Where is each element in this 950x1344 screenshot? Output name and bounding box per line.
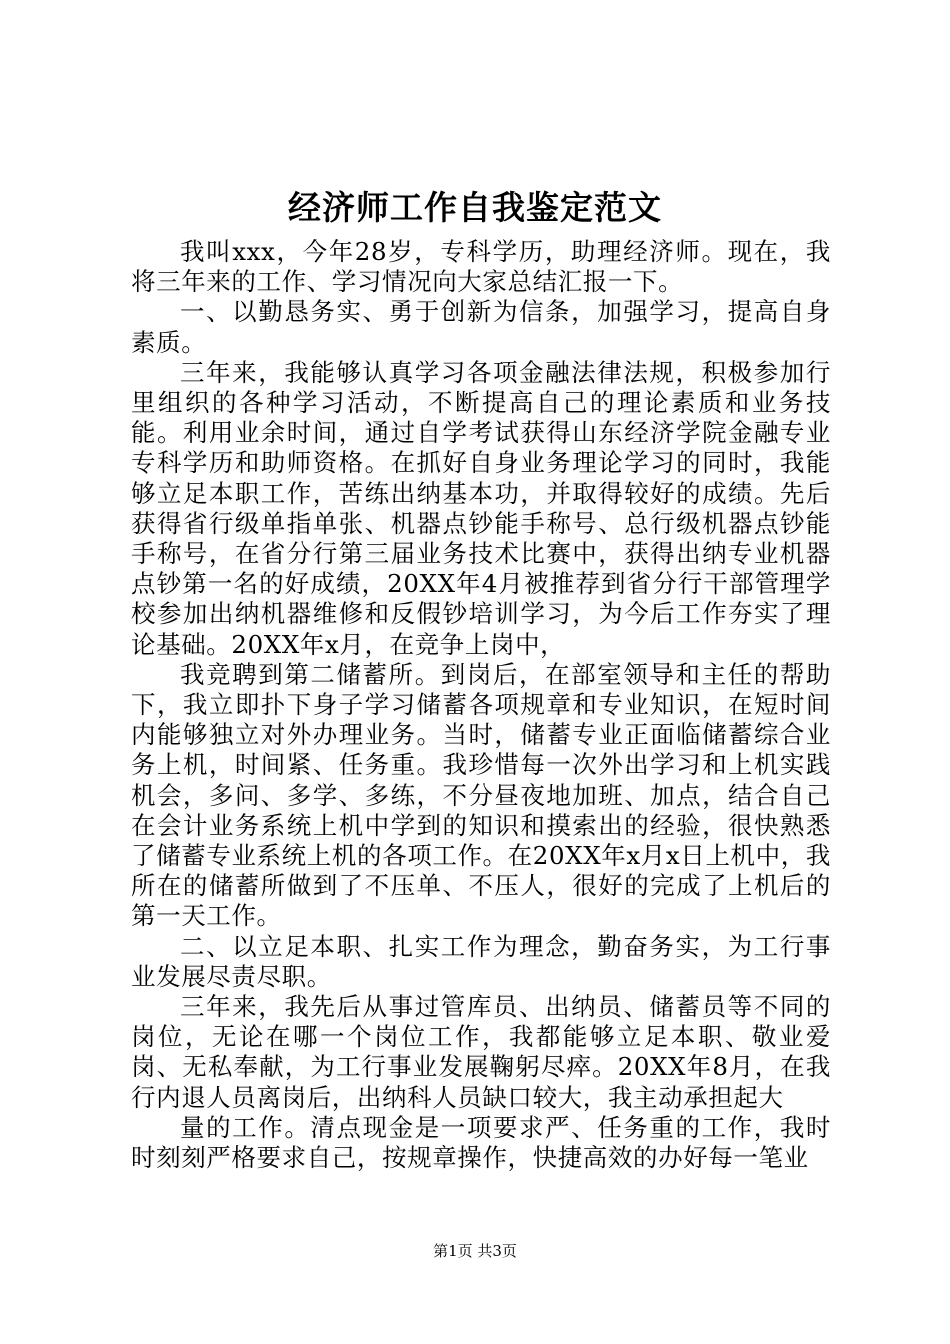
document-body (131, 237, 831, 1173)
paragraph-heading-1: 一、以勤恳务实、勇于创新为信条，加强学习，提高自身素质。 (131, 297, 831, 357)
paragraph-intro: 我叫xxx，今年28岁，专科学历，助理经济师。现在，我将三年来的工作、学习情况向大家总结汇报一下。 (131, 237, 831, 297)
paragraph-study: 三年来，我能够认真学习各项金融法律法规，积极参加行里组织的各种学习活动，不断提高自己的理论素质和业务技能。利用业余时间，通过自学考试获得山东经济学院金融专业专科学历和助师资格。在抓好自身业务理论学习的同时，我能够立足本职工作，苦练出纳基本功，并取得较好的成绩。先后获得省行级单指单张、机器点钞能手称号、总行级机器点钞能手称号，在省分行第三届业务技术比赛中，获得出纳专业机器点钞第一名的好成绩，20XX年4月被推荐到省分行干部管理学校参加出纳机器维修和反假钞培训学习，为今后工作夯实了理论基础。20XX年x月，在竞争上岗中， (131, 357, 831, 659)
paragraph-savings-office: 我竞聘到第二储蓄所。到岗后，在部室领导和主任的帮助下，我立即扑下身子学习储蓄各项规章和专业知识，在短时间内能够独立对外办理业务。当时，储蓄专业正面临储蓄综合业务上机，时间紧、任务重。我珍惜每一次外出学习和上机实践机会，多问、多学、多练，不分昼夜地加班、加点，结合自己在会计业务系统上机中学到的知识和摸索出的经验，很快熟悉了储蓄专业系统上机的各项工作。在20XX年x月x日上机中，我所在的储蓄所做到了不压单、不压人，很好的完成了上机后的第一天工作。 (131, 659, 831, 931)
paragraph-positions: 三年来，我先后从事过管库员、出纳员、储蓄员等不同的岗位，无论在哪一个岗位工作，我都能够立足本职、敬业爱岗、无私奉献，为工行事业发展鞠躬尽瘁。20XX年8月，在我行内退人员离岗后，出纳科人员缺口较大，我主动承担起大 (131, 992, 831, 1112)
document-title: 经济师工作自我鉴定范文 (288, 188, 662, 227)
paragraph-heading-2: 二、以立足本职、扎实工作为理念，勤奋务实，为工行事业发展尽责尽职。 (131, 931, 831, 991)
page-number: 第1页 共3页 (433, 1242, 517, 1260)
paragraph-cash-counting: 量的工作。清点现金是一项要求严、任务重的工作，我时时刻刻严格要求自己，按规章操作，快捷高效的办好每一笔业 (131, 1112, 831, 1173)
